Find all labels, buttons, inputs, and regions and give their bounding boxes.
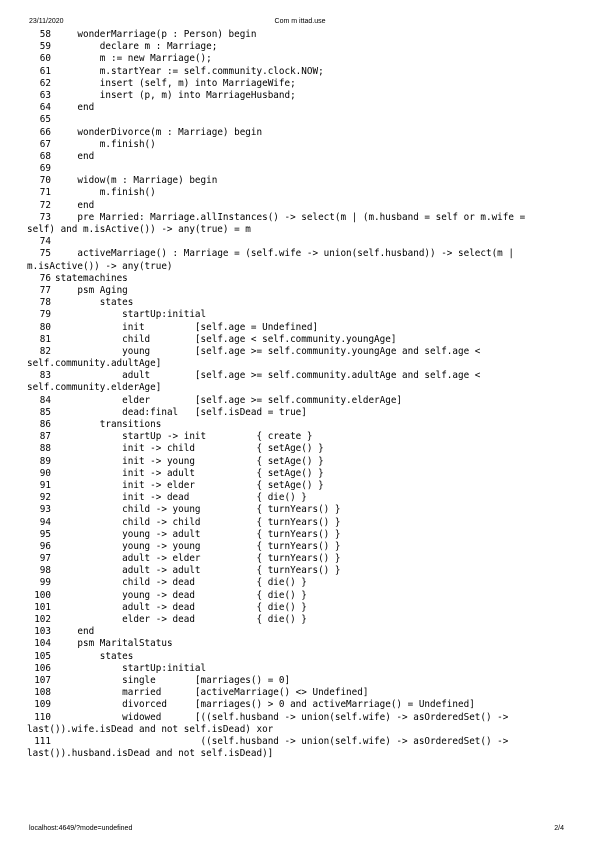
code-line xyxy=(27,346,573,358)
line-text: child -> child { turnYears() } xyxy=(55,516,341,528)
code-line xyxy=(27,200,573,212)
line-number: 98 xyxy=(39,565,51,577)
line-number: 87 xyxy=(39,431,51,443)
line-number: 71 xyxy=(39,187,51,199)
line-text: adult -> adult { turnYears() } xyxy=(55,565,341,577)
line-number: 89 xyxy=(39,455,51,467)
line-text: adult [self.age >= self.community.adultAge and self.age < xyxy=(55,370,481,382)
code-line xyxy=(27,90,573,102)
line-number: 96 xyxy=(39,540,51,552)
line-text: young -> young { turnYears() } xyxy=(55,540,341,552)
line-number: 68 xyxy=(39,150,51,162)
line-number: 97 xyxy=(39,553,51,565)
code-line xyxy=(27,553,573,565)
line-text: self.community.elderAge] xyxy=(27,382,162,394)
line-number: 63 xyxy=(39,89,51,101)
line-number: 80 xyxy=(39,321,51,333)
code-line xyxy=(27,431,573,443)
code-line xyxy=(27,309,573,321)
code-line xyxy=(27,577,573,589)
code-line-continuation xyxy=(27,748,573,760)
code-line xyxy=(27,699,573,711)
code-line xyxy=(27,492,573,504)
line-number: 101 xyxy=(34,601,51,613)
line-number: 61 xyxy=(39,65,51,77)
code-line xyxy=(27,663,573,675)
line-text: startUp -> init { create } xyxy=(55,431,313,443)
line-text: psm MaritalStatus xyxy=(55,638,173,650)
page-url: localhost:4649/?mode=undefined xyxy=(29,825,133,832)
line-text: states xyxy=(55,297,134,309)
code-line xyxy=(27,529,573,541)
code-line xyxy=(27,236,573,248)
line-number: 78 xyxy=(39,297,51,309)
line-number: 76 xyxy=(39,272,51,284)
line-text: young -> adult { turnYears() } xyxy=(55,528,341,540)
code-line xyxy=(27,187,573,199)
line-text: young [self.age >= self.community.youngAge and self.age < xyxy=(55,345,481,357)
code-line xyxy=(27,517,573,529)
line-text: pre Married: Marriage.allInstances() -> select(m | (m.husband = self or m.wife = xyxy=(55,211,526,223)
code-line xyxy=(27,626,573,638)
line-text: end xyxy=(55,626,95,638)
line-text: elder [self.age >= self.community.elderAge] xyxy=(55,394,403,406)
code-line-continuation xyxy=(27,224,573,236)
code-line xyxy=(27,102,573,114)
line-number: 84 xyxy=(39,394,51,406)
line-text: insert (p, m) into MarriageHusband; xyxy=(55,89,296,101)
line-text: init [self.age = Undefined] xyxy=(55,321,319,333)
line-text: end xyxy=(55,102,95,114)
document-title: Com m ittad.use xyxy=(274,18,326,25)
code-line xyxy=(27,114,573,126)
line-text: widowed [((self.husband -> union(self.wife) -> asOrderedSet() -> xyxy=(55,711,509,723)
line-number: 77 xyxy=(39,284,51,296)
line-number: 81 xyxy=(39,333,51,345)
line-text: m.isActive()) -> any(true) xyxy=(27,260,173,272)
code-line xyxy=(27,127,573,139)
page-number: 2/4 xyxy=(554,825,564,832)
line-text: child -> dead { die() } xyxy=(55,577,307,589)
code-line xyxy=(27,638,573,650)
line-number: 64 xyxy=(39,102,51,114)
code-line xyxy=(27,78,573,90)
code-line xyxy=(27,407,573,419)
line-number: 58 xyxy=(39,29,51,40)
line-number: 104 xyxy=(34,638,51,650)
line-number: 82 xyxy=(39,345,51,357)
code-line xyxy=(27,443,573,455)
code-line xyxy=(27,712,573,724)
line-number: 92 xyxy=(39,492,51,504)
code-line xyxy=(27,395,573,407)
line-number: 90 xyxy=(39,467,51,479)
code-line xyxy=(27,736,573,748)
line-number: 72 xyxy=(39,199,51,211)
code-line xyxy=(27,419,573,431)
code-line xyxy=(27,285,573,297)
code-line xyxy=(27,541,573,553)
code-line xyxy=(27,151,573,163)
code-listing xyxy=(27,29,573,760)
line-text: wonderMarriage(p : Person) begin xyxy=(55,29,257,40)
code-line xyxy=(27,66,573,78)
code-line xyxy=(27,565,573,577)
line-text: init -> elder { setAge() } xyxy=(55,479,324,491)
line-text: end xyxy=(55,199,95,211)
code-line xyxy=(27,602,573,614)
line-text: m.startYear := self.community.clock.NOW; xyxy=(55,65,324,77)
code-line-continuation xyxy=(27,261,573,273)
line-number: 110 xyxy=(34,711,51,723)
line-number: 62 xyxy=(39,77,51,89)
line-text: m.finish() xyxy=(55,138,156,150)
line-text: adult -> elder { turnYears() } xyxy=(55,553,341,565)
code-line xyxy=(27,334,573,346)
line-text: elder -> dead { die() } xyxy=(55,614,307,625)
line-number: 60 xyxy=(39,53,51,65)
line-number: 106 xyxy=(34,662,51,674)
line-text: psm Aging xyxy=(55,284,128,296)
line-number: 86 xyxy=(39,419,51,430)
code-line-continuation xyxy=(27,382,573,394)
line-text: m.finish() xyxy=(55,187,156,199)
code-line-continuation xyxy=(27,358,573,370)
line-text: child [self.age < self.community.youngAge] xyxy=(55,333,397,345)
line-number: 94 xyxy=(39,516,51,528)
line-text: m := new Marriage(); xyxy=(55,53,212,65)
line-text: dead:final [self.isDead = true] xyxy=(55,406,307,418)
line-number: 65 xyxy=(39,114,51,126)
line-text: insert (self, m) into MarriageWife; xyxy=(55,77,296,89)
line-text: last()).wife.isDead and not self.isDead) xor xyxy=(27,723,274,735)
code-line-continuation xyxy=(27,724,573,736)
line-number: 88 xyxy=(39,443,51,455)
line-text: single [marriages() = 0] xyxy=(55,674,291,686)
line-text: declare m : Marriage; xyxy=(55,41,218,53)
line-number: 67 xyxy=(39,138,51,150)
line-number: 85 xyxy=(39,406,51,418)
code-line xyxy=(27,297,573,309)
line-number: 75 xyxy=(39,248,51,260)
line-text: young -> dead { die() } xyxy=(55,589,307,601)
line-text: statemachines xyxy=(55,272,128,284)
line-number: 95 xyxy=(39,528,51,540)
line-text: child -> young { turnYears() } xyxy=(55,504,341,516)
code-line xyxy=(27,370,573,382)
line-text: init -> adult { setAge() } xyxy=(55,467,324,479)
line-number: 66 xyxy=(39,126,51,138)
code-line xyxy=(27,53,573,65)
code-line xyxy=(27,41,573,53)
line-text: widow(m : Marriage) begin xyxy=(55,175,218,187)
line-number: 100 xyxy=(34,589,51,601)
line-number: 74 xyxy=(39,236,51,248)
line-text: activeMarriage() : Marriage = (self.wife -> union(self.husband)) -> select(m | xyxy=(55,248,514,260)
line-number: 107 xyxy=(34,674,51,686)
line-text: married [activeMarriage() <> Undefined] xyxy=(55,687,369,699)
line-number: 69 xyxy=(39,163,51,175)
line-text: init -> dead { die() } xyxy=(55,492,307,504)
print-date: 23/11/2020 xyxy=(29,18,64,25)
line-text: ((self.husband -> union(self.wife) -> asOrderedSet() -> xyxy=(55,735,509,747)
line-text: self.community.adultAge] xyxy=(27,358,162,370)
line-text: adult -> dead { die() } xyxy=(55,601,307,613)
line-text: transitions xyxy=(55,419,162,430)
code-line xyxy=(27,175,573,187)
line-text: divorced [marriages() > 0 and activeMarriage() = Undefined] xyxy=(55,699,475,711)
code-line xyxy=(27,480,573,492)
line-number: 105 xyxy=(34,650,51,662)
line-number: 103 xyxy=(34,626,51,638)
line-text: init -> child { setAge() } xyxy=(55,443,324,455)
line-text: startUp:initial xyxy=(55,662,207,674)
line-number: 108 xyxy=(34,687,51,699)
line-number: 73 xyxy=(39,211,51,223)
code-line xyxy=(27,163,573,175)
code-line xyxy=(27,651,573,663)
line-text: states xyxy=(55,650,134,662)
line-number: 93 xyxy=(39,504,51,516)
line-number: 109 xyxy=(34,699,51,711)
code-line xyxy=(27,212,573,224)
line-number: 79 xyxy=(39,309,51,321)
line-text: init -> young { setAge() } xyxy=(55,455,324,467)
code-line xyxy=(27,590,573,602)
code-line xyxy=(27,139,573,151)
line-text: last()).husband.isDead and not self.isDead)] xyxy=(27,748,274,760)
code-line xyxy=(27,468,573,480)
code-line xyxy=(27,504,573,516)
line-number: 70 xyxy=(39,175,51,187)
line-text: startUp:initial xyxy=(55,309,207,321)
line-number: 99 xyxy=(39,577,51,589)
code-line xyxy=(27,675,573,687)
line-number: 102 xyxy=(34,614,51,625)
line-number: 91 xyxy=(39,479,51,491)
code-line xyxy=(27,456,573,468)
code-line xyxy=(27,248,573,260)
line-text: end xyxy=(55,150,95,162)
line-number: 83 xyxy=(39,370,51,382)
line-text: wonderDivorce(m : Marriage) begin xyxy=(55,126,263,138)
code-line xyxy=(27,614,573,626)
line-number: 59 xyxy=(39,41,51,53)
code-line xyxy=(27,273,573,285)
line-number: 111 xyxy=(34,735,51,747)
code-line xyxy=(27,687,573,699)
code-line xyxy=(27,29,573,41)
line-text: self) and m.isActive()) -> any(true) = m xyxy=(27,224,251,235)
code-line xyxy=(27,322,573,334)
